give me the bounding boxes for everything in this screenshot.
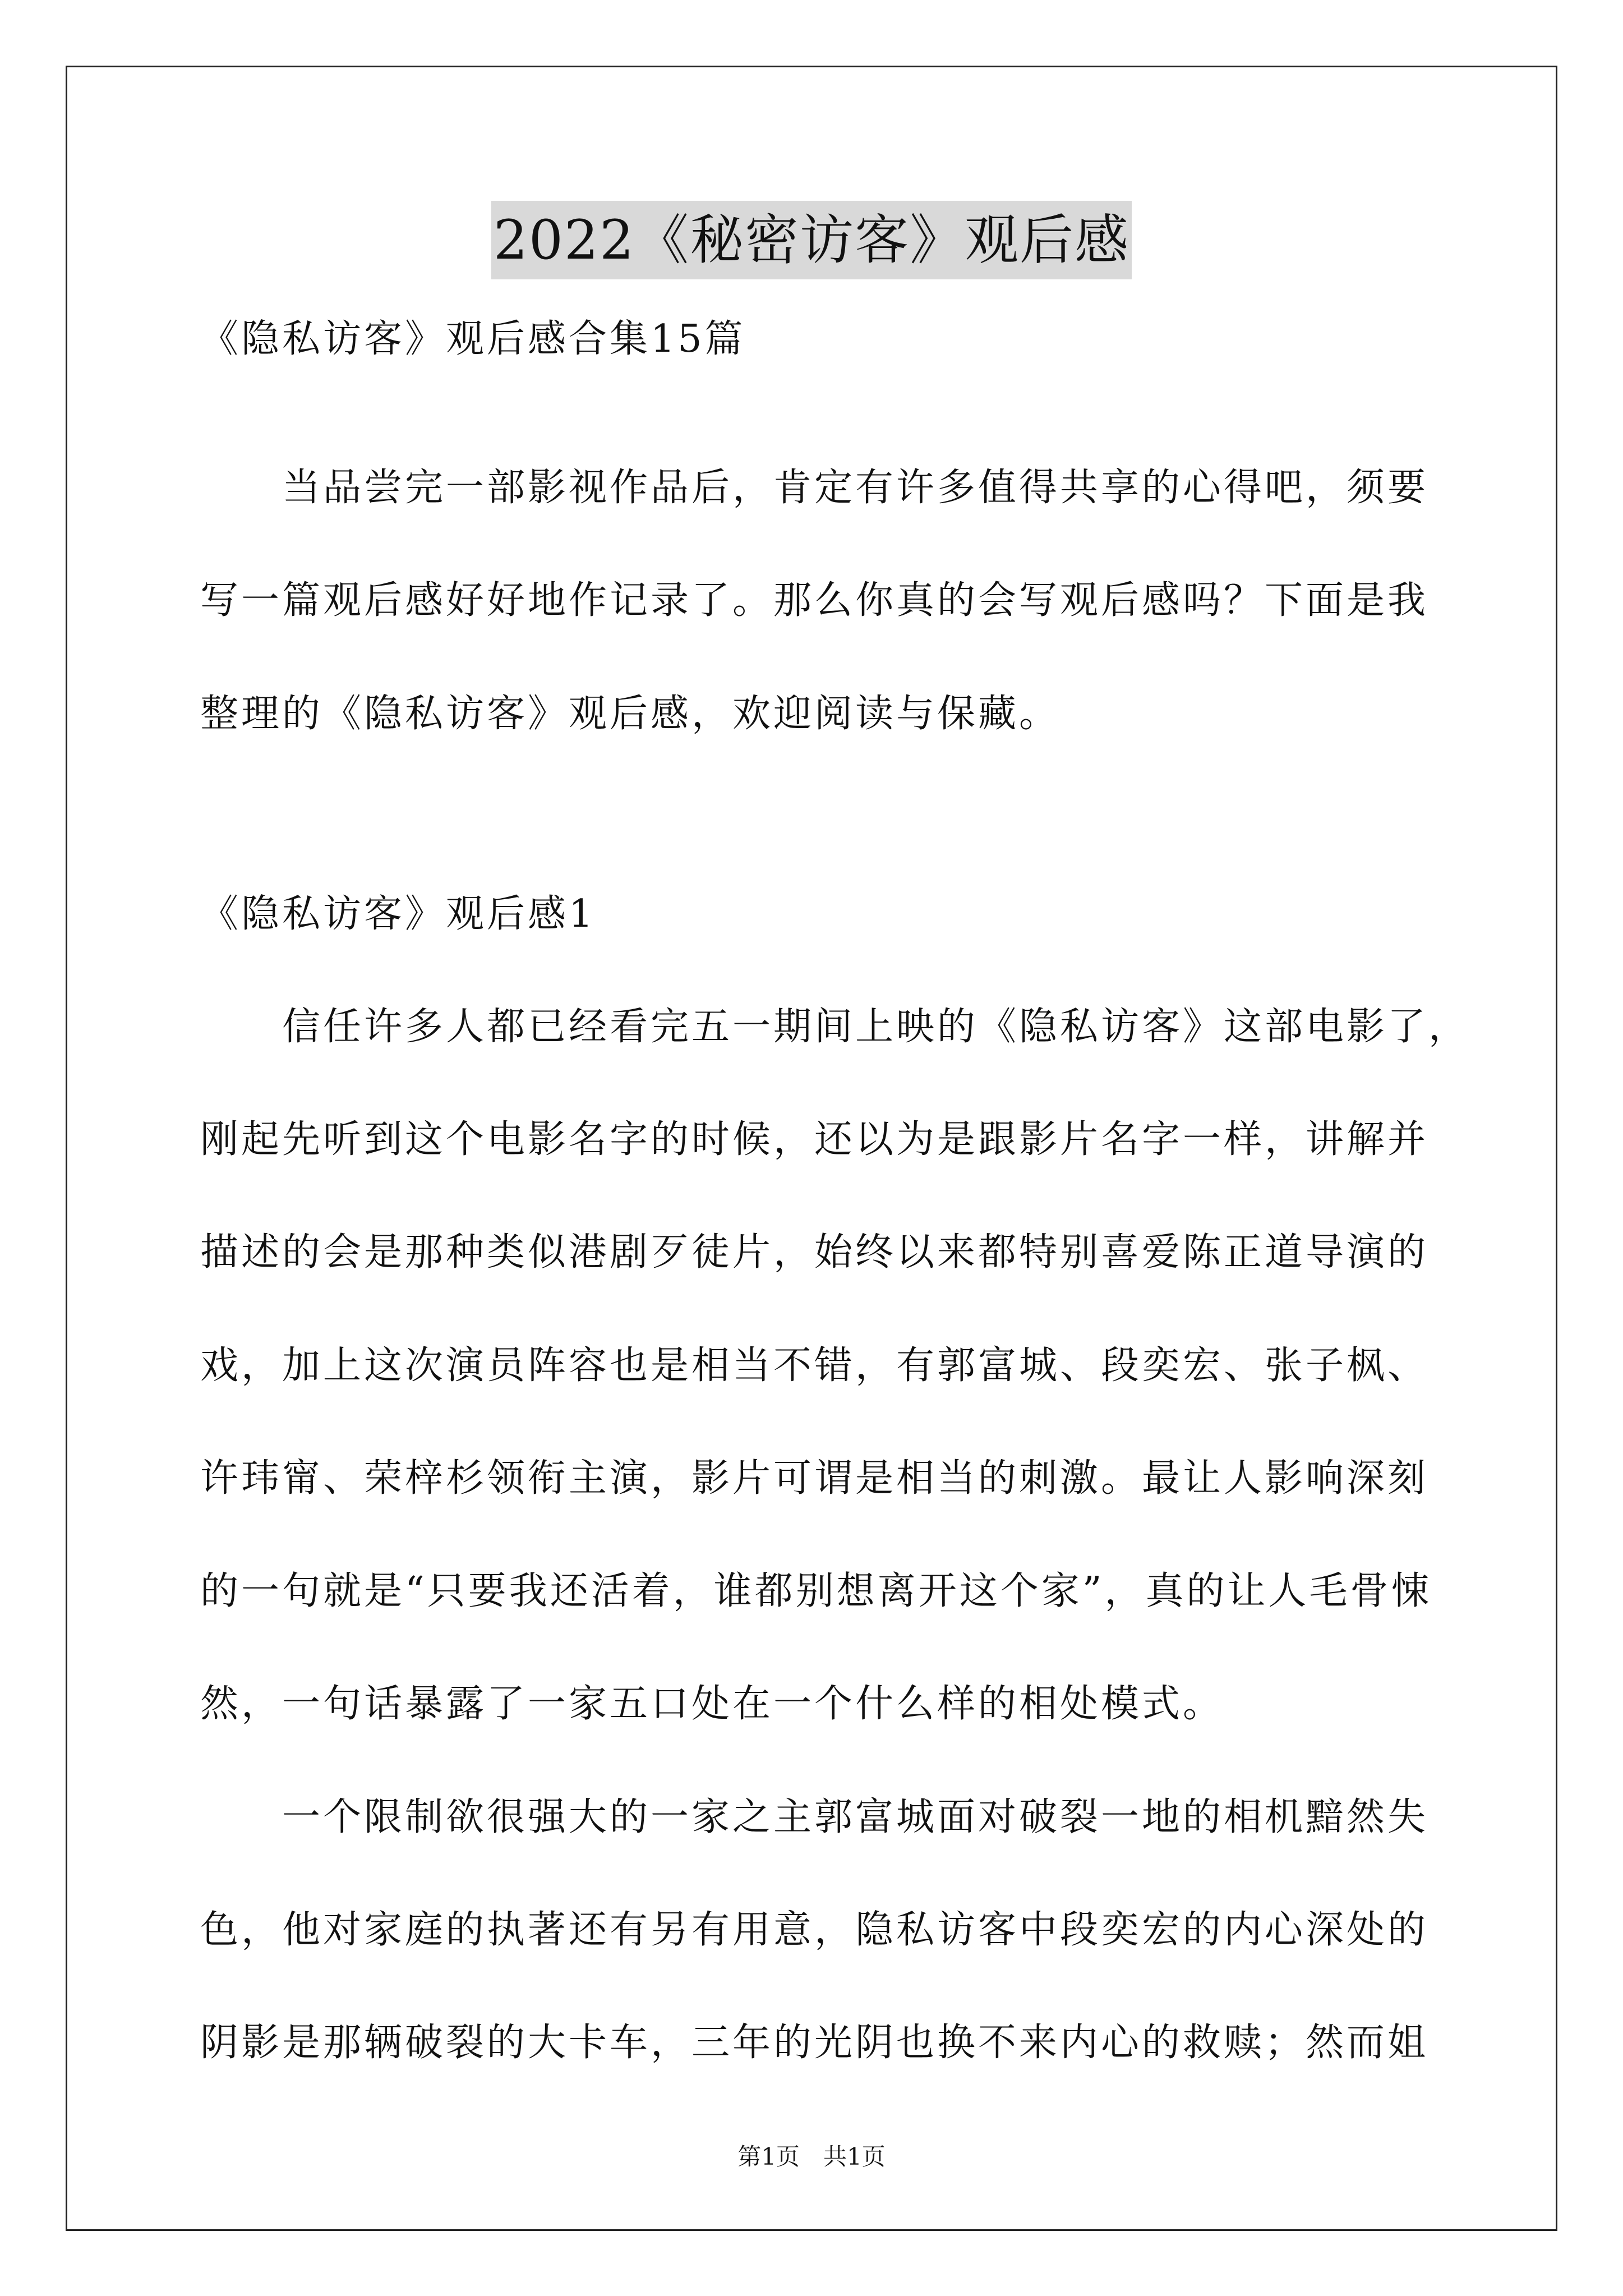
text-line: 然，一句话暴露了一家五口处在一个什么样的相处模式。: [200, 1682, 1224, 1726]
text-line: 的一句就是“只要我还活着，谁都别想离开这个家”，真的让人毛骨悚: [200, 1569, 1432, 1613]
text-line: 戏，加上这次演员阵容也是相当不错，有郭富城、段奕宏、张子枫、: [200, 1343, 1429, 1388]
text-line: 整理的《隐私访客》观后感，欢迎阅读与保藏。: [200, 692, 1061, 736]
text-line: 当品尝完一部影视作品后，肯定有许多值得共享的心得吧，须要: [200, 466, 1429, 510]
text-line: 色，他对家庭的执著还有另有用意，隐私访客中段奕宏的内心深处的: [200, 1908, 1429, 1952]
title-block: [0, 201, 1623, 279]
text-line: 信任许多人都已经看完五一期间上映的《隐私访客》这部电影了，: [200, 1005, 1470, 1049]
text-line: 写一篇观后感好好地作记录了。那么你真的会写观后感吗？下面是我: [200, 578, 1429, 623]
text-line: 《隐私访客》观后感1: [200, 892, 596, 936]
text-line: 许玮甯、荣梓杉领衔主演，影片可谓是相当的刺激。最让人影响深刻: [200, 1456, 1429, 1501]
document-title: 2022《秘密访客》观后感: [491, 201, 1132, 279]
text-line: 《隐私访客》观后感合集15篇: [200, 317, 746, 361]
page-footer: 第1页 共1页: [737, 2143, 886, 2170]
text-line: 描述的会是那种类似港剧歹徒片，始终以来都特别喜爱陈正道导演的: [200, 1230, 1429, 1274]
text-line: 一个限制欲很强大的一家之主郭富城面对破裂一地的相机黯然失: [200, 1795, 1429, 1839]
text-line: 刚起先听到这个电影名字的时候，还以为是跟影片名字一样，讲解并: [200, 1117, 1429, 1162]
text-line: 阴影是那辆破裂的大卡车，三年的光阴也换不来内心的救赎；然而姐: [200, 2021, 1429, 2065]
